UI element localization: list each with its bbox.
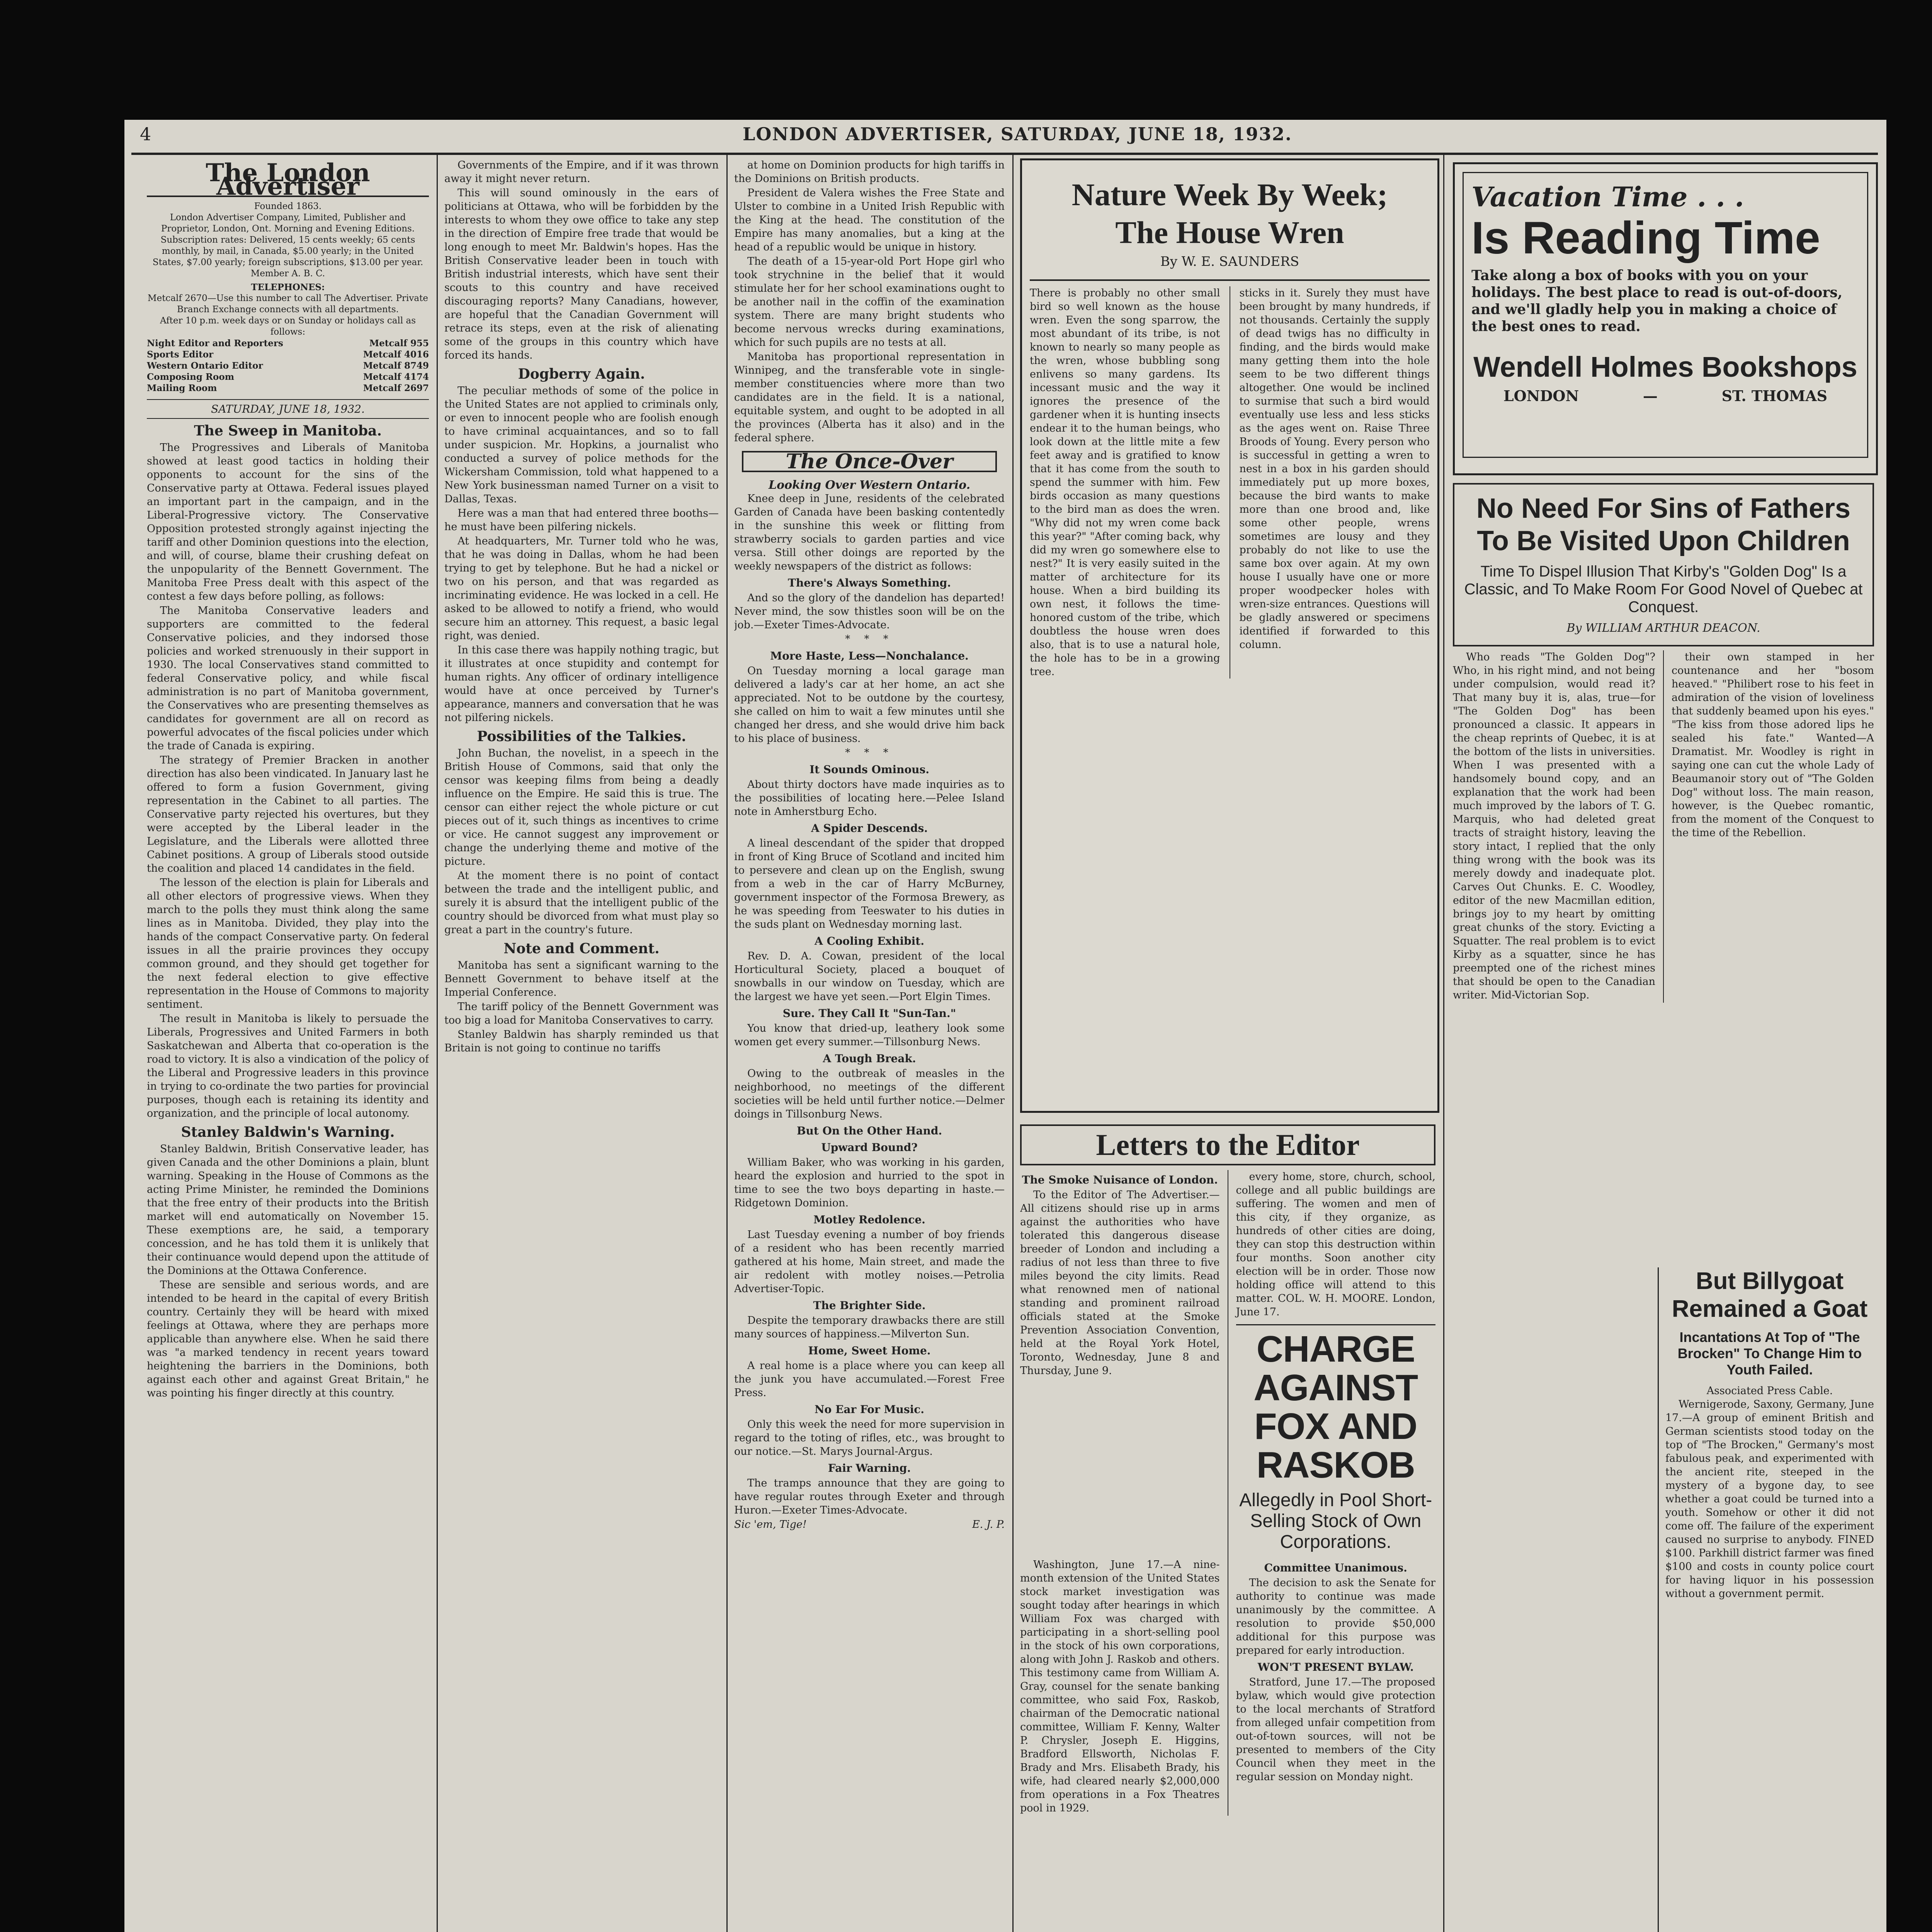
letters-body (1020, 1170, 1435, 1558)
letters-title: Letters to the Editor (1096, 1128, 1360, 1162)
paragraph: at home on Dominion products for high tariffs in the Dominions on British products. (734, 159, 1005, 185)
column-2 (444, 158, 719, 1932)
editorial-heading: Dogberry Again. (518, 366, 645, 382)
paragraph: Washington, June 17.—A nine-month extension of the United States stock market investigation was sought today after hearings in which William Fox was charged with participating in a short-selling pool in the stock of his own corporations, along with John J. Raskob and others. This testimony came from William A. Gray, counsel for the senate banking committee, who said Fox, Raskob, chairman of the Democratic national committee, William F. Kenny, Walter P. Chrysler, Joseph E. Higgins, Bradford Ellsworth, Nicholas F. Brady and Mrs. Elisabeth Brady, his wife, had cleared nearly $2,000,000 from operations in a Fox Theatres pool in 1929. (1020, 1559, 1220, 1814)
ad-city-london: LONDON (1503, 387, 1579, 405)
charge-body (1020, 1558, 1435, 1816)
telephones-note: Metcalf 2670—Use this number to call The Advertiser. Private Branch Exchange connects with all departments. (148, 293, 428, 315)
item-heading: It Sounds Ominous. (809, 763, 930, 776)
once-over-banner: The Once-Over (742, 451, 997, 472)
letters-column-left (1020, 1170, 1220, 1558)
folio-header (124, 124, 1886, 147)
ad-inner (1463, 172, 1868, 458)
item-heading: There's Always Something. (788, 577, 951, 589)
editorial-heading: The Sweep in Manitoba. (194, 423, 382, 439)
item-heading: No Ear For Music. (814, 1403, 925, 1416)
paragraph: The death of a 15-year-old Port Hope girl who took strychnine in the belief that it would stimulate her for her school examinations ought to be another nail in the coffin of the examination system. There are many bright students who become nervous wrecks during examinations, which for such pupils are no tests at all. (734, 255, 1005, 349)
billygoat-title-2: Remained a Goat (1672, 1296, 1868, 1322)
ad-shop-name: Wendell Holmes Bookshops (1473, 351, 1857, 383)
paragraph: On Tuesday morning a local garage man delivered a lady's car at her home, an act she appreciated. Not to be outdone by the courtesy, she called on him to wait a few minutes until she changed her dress, and she would drive him back to his place of business. (734, 665, 1005, 745)
billygoat-source: Associated Press Cable. (1706, 1385, 1833, 1397)
paragraph: The decision to ask the Senate for authority to continue was made unanimously by the committee. A resolution to provide $50,000 additional for this purpose was prepared for early introduction. (1236, 1577, 1435, 1656)
item-heading: The Brighter Side. (813, 1299, 926, 1312)
charge-deck: Allegedly in Pool Short-Selling Stock of Own Corporations. (1239, 1490, 1432, 1552)
paragraph: Stanley Baldwin, British Conservative leader, has given Canada and the other Dominions a plain, blunt warning. Speaking in the House of Commons as the acting Prime Minister, he reminded the Dominions that the free entry of their products into the British market will end automatically on November 15. These exemptions are, he said, a temporary concession, and he has told them it is unlikely that their continuance would depend upon the attitude of the Dominions at the Ottawa Conference. (147, 1143, 429, 1277)
masthead-publisher: London Advertiser Company, Limited, Publisher and Proprietor, London, Ont. Morning and Evening Editions. (161, 213, 415, 234)
phone-row: Night Editor and Reporters Metcalf 955 (147, 338, 429, 349)
signoff-initials: E. J. P. (972, 1519, 1005, 1531)
phone-list (147, 338, 429, 394)
paragraph: Manitoba has proportional representation in Winnipeg, and the transferable vote in single-member constituencies where more than two candidates are in the field. It is a national, equitable system, and ought to be adopted in all the provinces (Alberta has it also) and in the federal sphere. (734, 351, 1005, 444)
nature-column-right: sticks in it. Surely they must have been brought by many hundreds, if not thousands. Certainly the supply of dead twigs has no difficulty in finding, and the birds would make many getting them into the hole seem to be two different things altogether. One would be inclined to surmise that such a bird would eventually use less and less sticks as the ages went on. Raise Three Broods of Young. Every person who is successful in getting a wren to nest in a box in his garden should immediately put up more boxes, because the bird wants to make more than one brood and, like some other people, wrens sometimes are lousy and they probably do not like to use the same box over again. At my own house I usually have one or more proper woodpecker holes with wren-size entrances. Questions will be gladly answered or specimens identified if forwarded to this column. (1239, 287, 1430, 651)
sins-byline: By WILLIAM ARTHUR DEACON. (1566, 621, 1760, 635)
charge-headline-2: FOX AND RASKOB (1254, 1406, 1417, 1486)
item-heading: Upward Bound? (821, 1141, 918, 1154)
paragraph: Only this week the need for more supervision in regard to the toting of rifles, etc., was brought to our notice.—St. Marys Journal-Argus. (734, 1418, 1005, 1458)
item-heading: WON'T PRESENT BYLAW. (1257, 1661, 1414, 1673)
nature-body (1022, 281, 1437, 684)
item-heading: A Tough Break. (823, 1052, 916, 1065)
column-rule (1658, 1267, 1659, 1932)
paragraph: Last Tuesday evening a number of boy friends of a resident who has been recently married gathered at his home, Main street, and made the air redolent with motley noises.—Petrolia Advertiser-Topic. (734, 1229, 1005, 1295)
editorial-dateline: SATURDAY, JUNE 18, 1932. (147, 399, 429, 419)
column-rule (1012, 155, 1014, 1932)
paragraph: William Baker, who was working in his garden, heard the explosion and hurried to the spot in time to see the two boys departing in haste.—Ridgetown Dominion. (734, 1156, 1005, 1209)
nature-title-line2: The House Wren (1115, 215, 1344, 250)
ad-body: Take along a box of books with you on your holidays. The best place to read is out-of-doors, and we'll gladly help you in making a choice of the best ones to read. (1471, 267, 1843, 335)
ad-city-st-thomas: ST. THOMAS (1721, 387, 1828, 405)
paragraph: To the Editor of The Advertiser.—All citizens should rise up in arms against the authorities who have tolerated this dangerous disease breeder of London and including a radius of not less than three to five miles beyond the city limits. Read what renowned men of national standing and prominent railroad officials stated at the Smoke Prevention Association Convention, held at the Royal York Hotel, Toronto, Wednesday, June 8 and Thursday, June 9. (1020, 1189, 1220, 1377)
ad-cities (1471, 387, 1859, 405)
running-header: LONDON ADVERTISER, SATURDAY, JUNE 18, 1932. (743, 124, 1292, 145)
charge-column-left (1020, 1558, 1220, 1816)
item-heading: Fair Warning. (828, 1462, 911, 1475)
sins-divider (1663, 650, 1664, 1003)
paragraph: Owing to the outbreak of measles in the neighborhood, no meetings of the different societies will be held until further notice.—Delmer doings in Tillsonburg News. (734, 1068, 1005, 1120)
nature-column-left: There is probably no other small bird so well known as the house wren. Even the song sparrow, the most abundant of its tribe, is not known to nearly so many people as the wren, whose bubbling song enlivens so many gardens. Its incessant music and the way it ignores the presence of the gardener when it is hunting insects endear it to the human beings, who look down at the little mite a few feet away and is gratified to know that it has come from the south to spend the summer with him. Few birds occasion as many questions to the bird man as does the wren. "Why did not my wren come back this year?" "After coming back, why did my wren go somewhere else to nest?" It is very easily suited in the matter of architecture for its house. When a bird building its own nest, it follows the time-honored custom of the tribe, which doubtless the house wren does also, that is to use a natural hole, the hole has to be in a growing tree. (1030, 287, 1220, 678)
nature-title-line1: Nature Week By Week; (1071, 177, 1388, 212)
paragraph: A lineal descendant of the spider that dropped in front of King Bruce of Scotland and incited him to persevere and clean up on the English, swung from a web in the car of Harry McBurney, government inspector of the Formosa Brewery, as he was speeding from Teeswater to his duties in the suds plant on Wednesday morning last. (734, 837, 1005, 930)
billygoat-title-1: But Billygoat (1696, 1268, 1844, 1294)
charge-article (1236, 1324, 1436, 1553)
paragraph: At headquarters, Mr. Turner told who he was, that he was doing in Dallas, whom he had been trying to get by telephone. But he had a nickel or two on his person, and that was regarded as incriminating evidence. He was locked in a cell. He asked to be allowed to notify a friend, who would secure him an attorney. This request, a basic legal right, was denied. (444, 535, 719, 642)
paragraph: The strategy of Premier Bracken in another direction has also been vindicated. In January last he offered to form a fusion Government, giving representation in the Cabinet to all parties. The Conservative party rejected his overtures, but they were accepted by the Liberal leader in the Legislature, and the Liberals were allotted three Cabinet positions. A group of Liberals stood outside the coalition and placed 14 candidates in the field. (147, 754, 429, 874)
ad-dash: — (1643, 387, 1658, 405)
phone-row: Western Ontario Editor Metcalf 8749 (147, 361, 429, 371)
paragraph: Rev. D. A. Cowan, president of the local Horticultural Society, placed a bouquet of snowballs in our window on Tuesday, which are the largest we have yet seen.—Port Elgin Times. (734, 950, 1005, 1003)
editorial-heading: Possibilities of the Talkies. (477, 728, 686, 745)
item-heading: Sure. They Call It "Sun-Tan." (782, 1007, 956, 1020)
paragraph: Stanley Baldwin has sharply reminded us that Britain is not going to continue no tariffs (444, 1029, 719, 1054)
billygoat-article (1665, 1267, 1874, 1932)
paragraph: The peculiar methods of some of the police in the United States are not applied to criminals only, or even to innocent people who are foolish enough to have criminal acquaintances, and so to fall under suspicion. Mr. Hopkins, a journalist who conducted a survey of police methods for the Wickersham Commission, told what happened to a New York businessman named Turner on a visit to Dallas, Texas. (444, 385, 719, 505)
letters-section (1020, 1121, 1435, 1932)
paragraph: About thirty doctors have made inquiries as to the possibilities of locating here.—Pelee Island note in Amherstburg Echo. (734, 779, 1005, 818)
paragraph: Knee deep in June, residents of the celebrated Garden of Canada have been basking contentedly in the sunshine this week or flitting from strawberry socials to garden parties and vice versa. Still other doings are reported by the weekly newspapers of the district as follows: (734, 493, 1005, 572)
charge-headline-1: CHARGE AGAINST (1253, 1328, 1418, 1408)
sins-article (1453, 483, 1874, 1256)
sins-header (1453, 483, 1874, 646)
paragraph: Wernigerode, Saxony, Germany, June 17.—A group of eminent British and German scientists stood today on the top of "The Brocken," Germany's most fabulous peak, and experimented with the ancient rite, steeped in the mystery of a bygone day, to see whether a goat could be turned into a youth. Somehow or other it did not come off. The failure of the experiment caused no surprise to anybody. FINED $100. Parkhill district farmer was fined $100 and costs in county police court for having liquor in his possession without a government permit. (1665, 1398, 1874, 1600)
separator-stars: * * * (845, 747, 894, 759)
column-rule (1443, 155, 1444, 1932)
nature-byline: By W. E. SAUNDERS (1160, 254, 1299, 269)
sins-column-right (1672, 650, 1874, 1003)
item-heading: A Spider Descends. (811, 822, 928, 835)
paragraph: Despite the temporary drawbacks there are still many sources of happiness.—Milverton Sun. (734, 1315, 1005, 1340)
paragraph: These are sensible and serious words, and are intended to be heard in the capital of every British country. Certainly they will be heard with mixed feelings at Ottawa, where they are perhaps more applicable than anywhere else. When he said there was "a marked tendency in recent years toward heightening the barriers in the Dominions, both against each other and against Great Britain," he was pointing his finger directly at this country. (147, 1279, 429, 1399)
sins-column-left (1453, 650, 1655, 1003)
paragraph: The tariff policy of the Bennett Government was too big a load for Manitoba Conservatives to carry. (444, 1001, 719, 1026)
sins-title-2: To Be Visited Upon Children (1477, 526, 1850, 556)
paragraph: every home, store, church, school, college and all public buildings are suffering. The women and men of this city, if they organize, as hundreds of other cities are doing, they can stop this destruction within four months. Soon another city election will be in order. Those now holding office will attend to this matter. COL. W. H. MOORE. London, June 17. (1236, 1171, 1435, 1318)
bookshop-ad (1453, 162, 1878, 475)
billygoat-deck: Incantations At Top of "The Brocken" To Change Him to Youth Failed. (1677, 1329, 1862, 1378)
ad-title-2: Is Reading Time (1471, 213, 1820, 264)
paragraph: The result in Manitoba is likely to persuade the Liberals, Progressives and United Farmers in both Saskatchewan and Alberta that co-operation is the road to victory. It is also a vindication of the policy of the Liberal and Progressive leaders in this province in trying to co-ordinate the two parties for provincial purposes, though each is retaining its identity and organization, and the principle of local autonomy. (147, 1013, 429, 1119)
after-hours-note: After 10 p.m. week days or on Sunday or holidays call as follows: (160, 316, 416, 337)
column-3 (734, 158, 1005, 1932)
paragraph: Here was a man that had entered three booths—he must have been pilfering nickels. (444, 507, 719, 533)
letter-subtitle: The Smoke Nuisance of London. (1022, 1173, 1218, 1186)
paragraph: And so the glory of the dandelion has departed! Never mind, the sow thistles soon will be on the job.—Exeter Times-Advocate. (734, 592, 1005, 631)
phone-row: Mailing Room Metcalf 2697 (147, 383, 429, 393)
phone-row: Sports Editor Metcalf 4016 (147, 349, 429, 360)
sins-body (1453, 650, 1874, 1003)
separator-stars: * * * (845, 633, 894, 645)
sins-deck: Time To Dispel Illusion That Kirby's "Golden Dog" Is a Classic, and To Make Room For Good Novel of Quebec at Conquest. (1464, 563, 1863, 616)
sins-title-1: No Need For Sins of Fathers (1476, 493, 1851, 524)
once-over-subtitle: Looking Over Western Ontario. (768, 478, 971, 492)
nature-header (1030, 160, 1430, 281)
column-signoff (734, 1518, 1005, 1531)
paragraph: their own stamped in her countenance and her "bosom heaved." "Philibert rose to his feet in admiration of the vision of loveliness that suddenly beamed upon his eyes." "The kiss from those adored lips he sealed his fate." Wanted—A Dramatist. Mr. Woodley is right in saying one can cut the whole Lady of Beaumanoir story out of "The Golden Dog" without loss. The main reason, however, is the Quebec romantic, from the moment of the Conquest to the time of the Rebellion. (1672, 651, 1874, 839)
column-rule (437, 155, 438, 1932)
paragraph: A real home is a place where you can keep all the junk you have accumulated.—Forest Free Press. (734, 1360, 1005, 1399)
charge-column-right (1236, 1558, 1436, 1816)
paragraph: The lesson of the election is plain for Liberals and all other electors of progressive views. When they march to the polls they must think along the same lines as in Manitoba. Divided, they play into the hands of the compact Conservative party. On federal issues in all the prairie provinces they occupy common ground, and they should get together for the next federal election to give effective representation in the House of Commons to majority sentiment. (147, 877, 429, 1010)
paragraph: Governments of the Empire, and if it was thrown away it might never return. (444, 159, 719, 185)
ad-title-1: Vacation Time . . . (1471, 181, 1744, 213)
nature-article (1020, 158, 1439, 1113)
item-heading: More Haste, Less—Nonchalance. (770, 650, 969, 662)
paragraph: In this case there was happily nothing tragic, but it illustrates at once stupidity and contempt for human rights. Any officer of ordinary intelligence would have at once perceived by Turner's appearance, manners and conversation that he was not pilfering nickels. (444, 644, 719, 724)
editorial-heading: Stanley Baldwin's Warning. (181, 1124, 395, 1140)
item-heading: A Cooling Exhibit. (815, 935, 924, 947)
paragraph: President de Valera wishes the Free State and Ulster to combine in a United Irish Republic with the King at the head. The constitution of the Empire has many anomalies, but a king at the head of a republic would be unique in history. (734, 187, 1005, 253)
item-heading: Committee Unanimous. (1264, 1561, 1407, 1574)
telephones-label: TELEPHONES: (251, 282, 325, 293)
letters-column-right (1236, 1170, 1436, 1558)
paragraph: John Buchan, the novelist, in a speech in the British House of Commons, said that only the censor was keeping films from being a deadly influence on the Empire. He said this is true. The censor can either reject the whole picture or cut pieces out of it, such things as incentives to crime or vice. He cannot suggest any improvement or change the underlying theme and motive of the picture. (444, 747, 719, 867)
paragraph: At the moment there is no point of contact between the trade and the intelligent public, and surely it is absurd that the intelligent public of the country should be divorced from what must play so great a part in the country's future. (444, 870, 719, 936)
paragraph: Who reads "The Golden Dog"? Who, in his right mind, and not being under compulsion, would read it? That many buy it is, alas, true—for "The Golden Dog" has been pronounced a classic. It appears in the cheap reprints of Quebec, it is at the bottom of the lists in universities. When I was presented with a handsomely bound copy, and an explanation that the work had been much improved by the labors of T. G. Marquis, who had deleted great tracts of straight history, leaving the story intact, I replied that the only thing wrong with the book was its merely dowdy and inadequate plot. Carves Out Chunks. E. C. Woodley, editor of the new Macmillan edition, brings joy to my heart by omitting great chunks of the story. Evicting a Squatter. The real problem is to evict Kirby as a squatter, since he has preempted one of the richest mines that should be open to the Canadian writer. Mid-Victorian Sop. (1453, 651, 1655, 1001)
item-heading: Motley Redolence. (813, 1213, 925, 1226)
phone-row: Composing Room Metcalf 4174 (147, 372, 429, 382)
page-number: 4 (140, 124, 152, 145)
item-heading: Home, Sweet Home. (808, 1344, 931, 1357)
paragraph: Manitoba has sent a significant warning to the Bennett Government to behave itself at the Imperial Conference. (444, 959, 719, 998)
masthead-title: The London Advertiser (147, 166, 429, 197)
column-1 (147, 158, 429, 1932)
paragraph: You know that dried-up, leathery look some women get every summer.—Tillsonburg News. (734, 1022, 1005, 1048)
editorial-heading: Note and Comment. (503, 940, 660, 957)
masthead-founded: Founded 1863. (254, 201, 322, 211)
paragraph: Stratford, June 17.—The proposed bylaw, which would give protection to the local merchants of Stratford from alleged unfair competition from out-of-town sources, will not be presented to members of the City Council when they meet in the regular session on Monday night. (1236, 1676, 1435, 1783)
letters-title-box (1020, 1124, 1435, 1165)
header-rule (131, 153, 1878, 155)
paragraph: The Manitoba Conservative leaders and supporters are committed to the federal Conservative policies, and they indorsed those policies and worked strenuously in their support in 1930. The local Conservatives stand committed to federal Conservative policy, and while fiscal administration is no part of Manitoba government, the Conservatives who are presenting themselves as candidates for government are all on record as powerful advocates of the fiscal policies under which the trade of Canada is expiring. (147, 605, 429, 752)
paragraph: This will sound ominously in the ears of politicians at Ottawa, who will be forbidden by the interests to whom they owe office to take any step in the direction of Empire free trade that would be long enough to meet Mr. Baldwin's hopes. Has the British Conservative leader been in touch with British industrial interests, which have sent their scouts to this country and have received discouraging reports? Many Canadians, however, are hopeful that the Canadian Government will retrace its steps, even at the risk of alienating some of the groups in this country which have forced its hands. (444, 187, 719, 361)
column-rule (726, 155, 728, 1932)
paragraph: The Progressives and Liberals of Manitoba showed at least good tactics in holding their opponents to account for the sins of the Conservative party at Ottawa. Federal issues played an important part in the campaign, and in the Liberal-Progressive victory. The Conservative Opposition protested strongly against injecting the tariff and other Dominion questions into the election, and will, of course, blame their crushing defeat on the unpopularity of the Bennett Government. The Manitoba Free Press dealt with this aspect of the contest a few days before polling, as follows: (147, 442, 429, 602)
signoff-text: Sic 'em, Tige! (734, 1519, 807, 1531)
masthead-rates: Subscription rates: Delivered, 15 cents weekly; 65 cents monthly, by mail, in Canada, $5.00 yearly; in the United States, $7.00 yearly; foreign subscriptions, $13.00 per year. Member A. B. C. (152, 235, 423, 279)
paragraph: The tramps announce that they are going to have regular routes through Exeter and through Huron.—Exeter Times-Advocate. (734, 1477, 1005, 1516)
item-heading: But On the Other Hand. (796, 1124, 942, 1137)
